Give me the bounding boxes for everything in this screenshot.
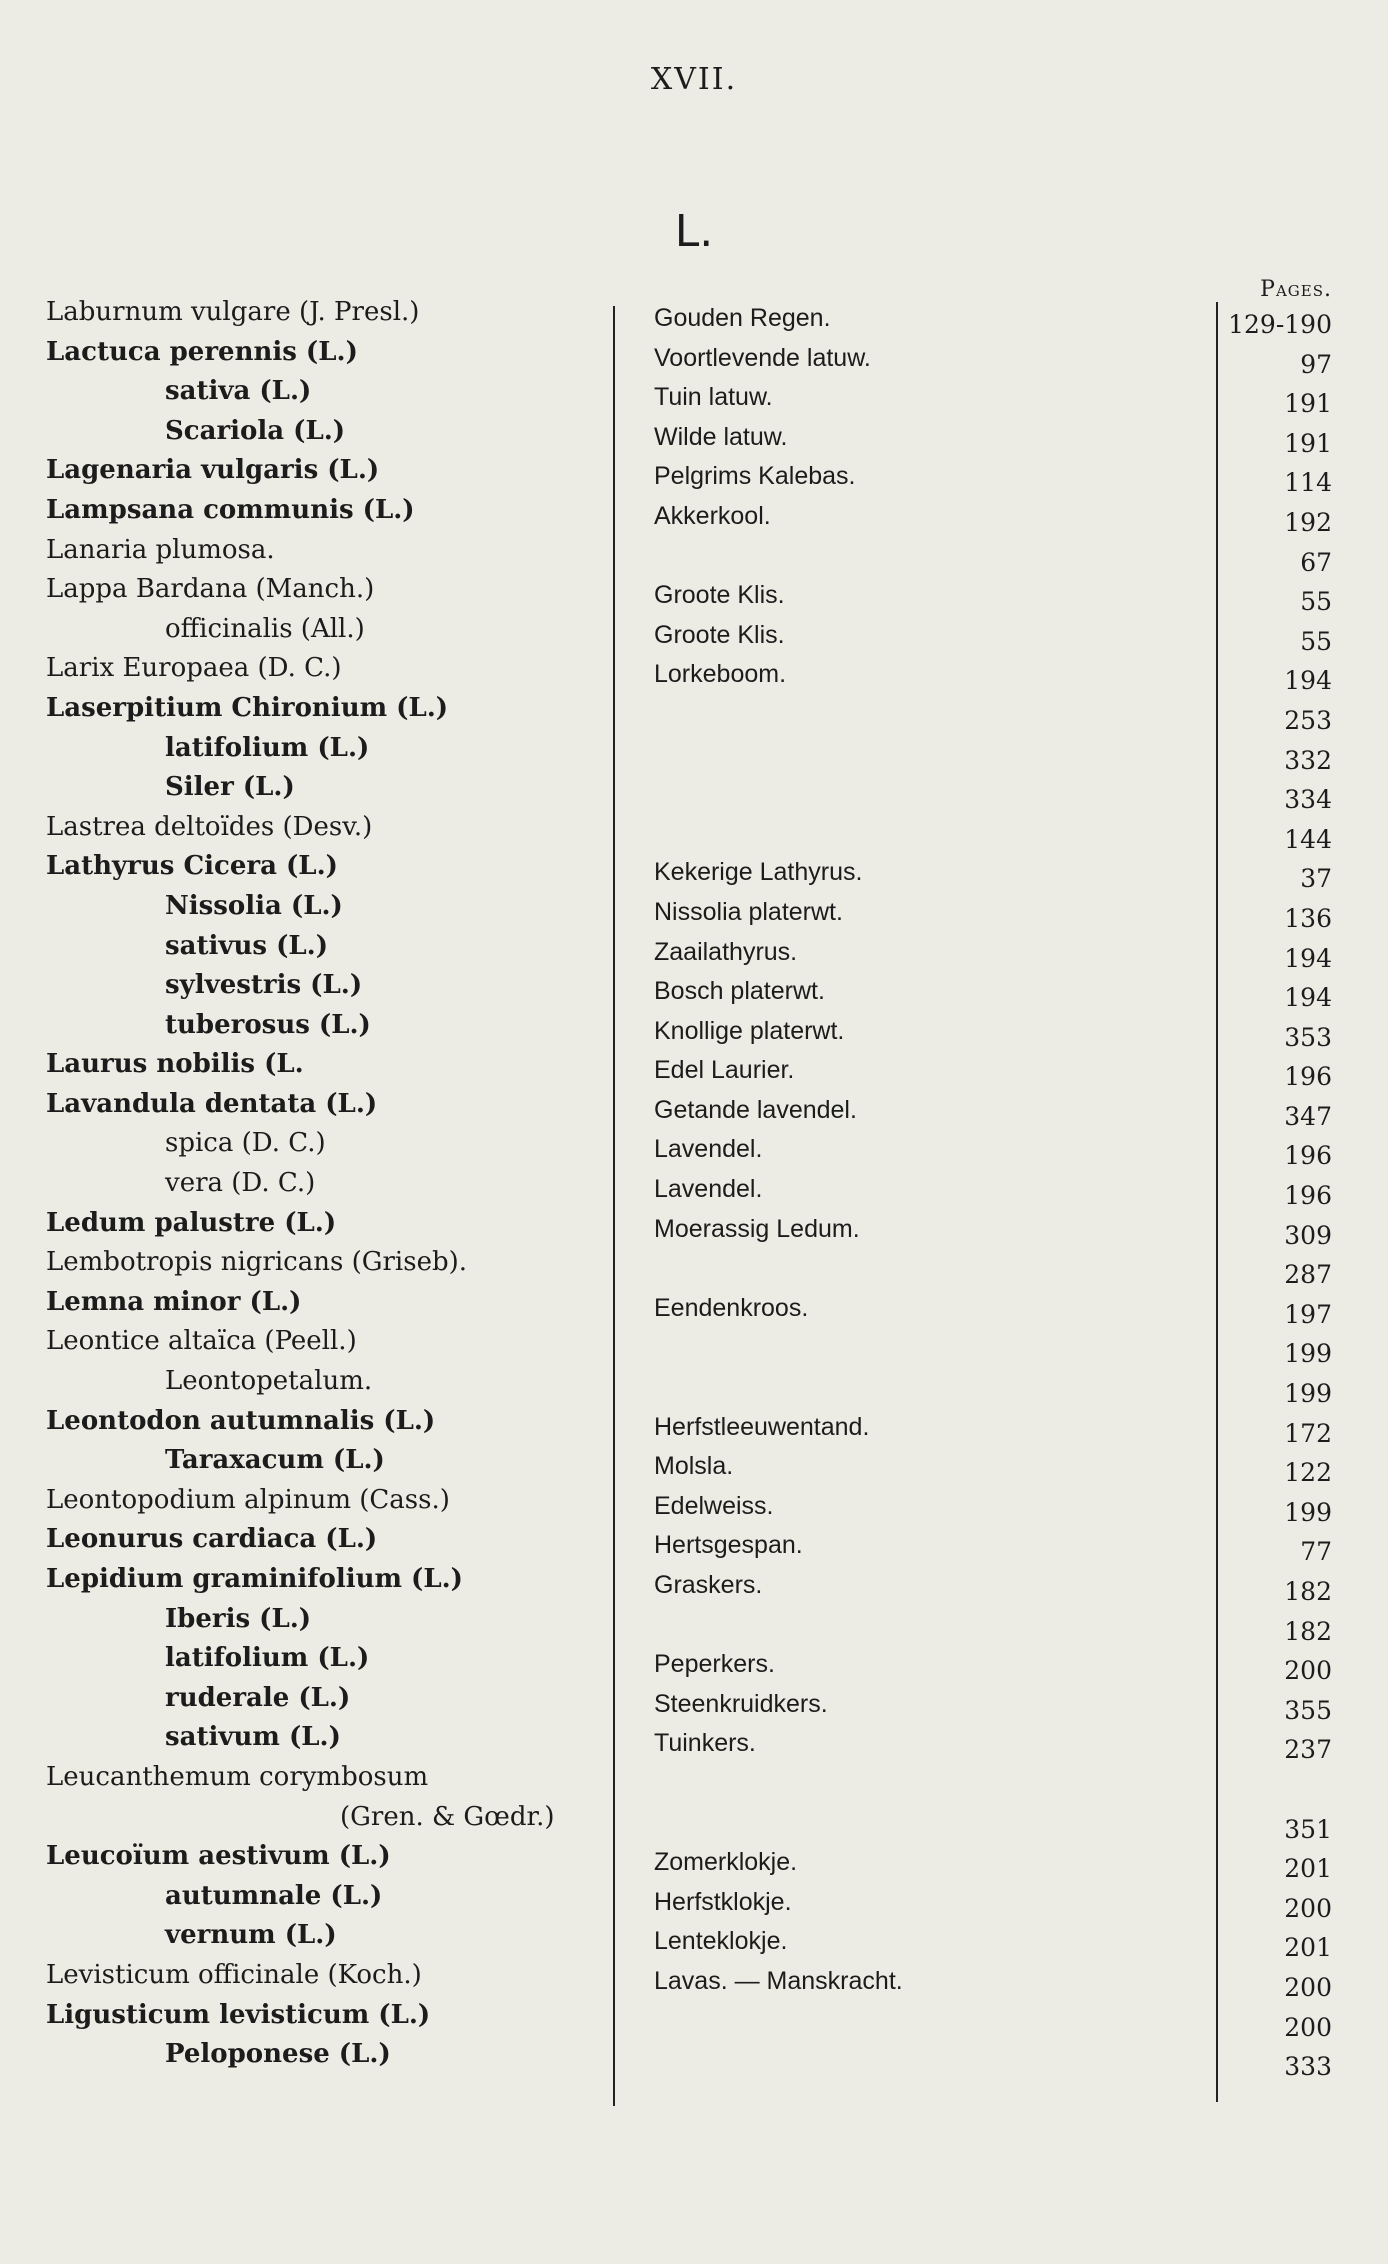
latin-name: Lathyrus Cicera (L.): [46, 851, 338, 882]
index-entry: [0, 847, 1388, 894]
latin-name: sativum (L.): [165, 1722, 341, 1753]
index-entry: [0, 689, 1388, 735]
page-reference: 97: [1300, 349, 1332, 379]
latin-name: Leontopodium alpinum (Cass.): [46, 1484, 450, 1515]
index-entry: [0, 1916, 1388, 1963]
latin-name: Larix Europaea (D. C.): [46, 653, 342, 684]
index-entry: [0, 1600, 1388, 1646]
latin-name: Peloponese (L.): [165, 2039, 391, 2070]
dutch-name: Akkerkool.: [654, 501, 771, 530]
page-reference: 355: [1284, 1695, 1332, 1725]
dutch-name: Herfstleeuwentand.: [654, 1412, 870, 1441]
latin-name: Levisticum officinale (Koch.): [46, 1959, 422, 1990]
page-reference: 253: [1284, 705, 1332, 735]
latin-name: Scariola (L.): [165, 415, 346, 446]
latin-name: tuberosus (L.): [165, 1009, 371, 1040]
dutch-name: Groote Klis.: [654, 581, 785, 610]
index-list: [0, 293, 1388, 2082]
index-entry: [0, 1085, 1388, 1131]
page-reference: 194: [1284, 943, 1332, 973]
dutch-name: Knollige platerwt.: [654, 1016, 845, 1045]
index-entry: [0, 1006, 1388, 1052]
index-entry: [0, 1996, 1388, 2042]
page-number: XVII.: [650, 62, 738, 97]
page-reference: 182: [1284, 1577, 1332, 1606]
index-entry: [0, 1798, 1388, 1844]
index-entry: [0, 1243, 1388, 1290]
index-entry: [0, 1124, 1388, 1171]
latin-name: vera (D. C.): [165, 1168, 316, 1199]
latin-name: autumnale (L.): [165, 1880, 383, 1911]
dutch-name: Kekerige Lathyrus.: [654, 858, 863, 887]
index-entry: [0, 610, 1388, 656]
dutch-name: Lavendel.: [654, 1175, 763, 1204]
index-entry: [0, 1679, 1388, 1725]
page-reference: 309: [1284, 1220, 1332, 1250]
latin-name: sativa (L.): [165, 376, 312, 407]
latin-name: sylvestris (L.): [165, 970, 363, 1001]
pages-column-header: Pages.: [1260, 277, 1332, 302]
dutch-name: Eendenkroos.: [654, 1293, 809, 1322]
index-entry: [0, 1441, 1388, 1488]
latin-name: Lappa Bardana (Manch.): [46, 574, 375, 605]
page-reference: 191: [1284, 389, 1332, 419]
page-reference: 77: [1300, 1537, 1332, 1567]
dutch-name: Peperkers.: [654, 1650, 775, 1679]
latin-name: latifolium (L.): [165, 732, 370, 763]
page-reference: 144: [1284, 824, 1332, 854]
page-reference: 201: [1284, 1854, 1332, 1884]
page-reference: 199: [1284, 1339, 1332, 1369]
latin-name: Laurus nobilis (L.: [46, 1049, 304, 1080]
page-reference: 200: [1284, 2012, 1332, 2042]
index-entry: [0, 1560, 1388, 1606]
page-reference: 347: [1284, 1101, 1332, 1131]
latin-name: Lastrea deltoïdes (Desv.): [46, 811, 373, 842]
latin-name: Lavandula dentata (L.): [46, 1088, 378, 1119]
index-entry: [0, 2035, 1388, 2082]
latin-name: Leontice altaïca (Peell.): [46, 1326, 357, 1357]
page-reference: 200: [1284, 1893, 1332, 1923]
index-entry: [0, 1362, 1388, 1409]
dutch-name: Moerassig Ledum.: [654, 1214, 860, 1243]
dutch-name: Tuin latuw.: [654, 383, 773, 412]
dutch-name: Lavendel.: [654, 1135, 763, 1164]
page-reference: 199: [1284, 1379, 1332, 1409]
dutch-name: Pelgrims Kalebas.: [654, 462, 856, 491]
page-reference: 136: [1284, 903, 1332, 933]
index-entry: [0, 1718, 1388, 1765]
page-reference: 194: [1284, 666, 1332, 696]
page-reference: 55: [1300, 587, 1332, 617]
index-entry: [0, 1204, 1388, 1250]
dutch-name: Lavas. — Manskracht.: [654, 1966, 903, 1995]
index-entry: [0, 1758, 1388, 1798]
latin-name: Lanaria plumosa.: [46, 534, 275, 565]
latin-name: Laserpitium Chironium (L.): [46, 692, 449, 723]
latin-name: Taraxacum (L.): [165, 1445, 385, 1476]
page-reference: 37: [1300, 864, 1332, 894]
index-entry: [0, 1837, 1388, 1884]
dutch-name: Groote Klis.: [654, 620, 785, 649]
page-reference: 199: [1284, 1497, 1332, 1527]
latin-name: Ligusticum levisticum (L.): [46, 1999, 431, 2030]
latin-name: officinalis (All.): [165, 613, 365, 644]
index-entry: [0, 1639, 1388, 1686]
index-entry: [0, 1283, 1388, 1329]
latin-name: Leucanthemum corymbosum: [46, 1761, 429, 1792]
page-reference: 334: [1284, 785, 1332, 815]
page-reference: 122: [1284, 1458, 1332, 1488]
dutch-name: Graskers.: [654, 1571, 763, 1599]
page-reference: 196: [1284, 1181, 1332, 1211]
latin-name: Siler (L.): [165, 772, 295, 803]
page-reference: 332: [1284, 745, 1332, 775]
page-reference: 67: [1300, 547, 1332, 577]
dutch-name: Getande lavendel.: [654, 1095, 857, 1124]
dutch-name: Molsla.: [654, 1452, 734, 1481]
page-reference: 196: [1284, 1141, 1332, 1171]
page-reference: 192: [1284, 507, 1332, 537]
page-reference: 196: [1284, 1062, 1332, 1092]
latin-name: Leucoïum aestivum (L.): [46, 1841, 391, 1872]
latin-name: Lactuca perennis (L.): [46, 336, 358, 367]
index-entry: [0, 1322, 1388, 1369]
dutch-name: Edel Laurier.: [654, 1056, 795, 1085]
latin-name: Iberis (L.): [165, 1603, 312, 1634]
dutch-name: Herfstklokje.: [654, 1887, 792, 1916]
index-entry: [0, 531, 1388, 577]
index-entry: [0, 1402, 1388, 1448]
index-entry: [0, 1877, 1388, 1923]
dutch-name: Lorkeboom.: [654, 660, 787, 689]
latin-name: Leontopetalum.: [165, 1366, 373, 1397]
index-entry: [0, 1481, 1388, 1527]
dutch-name: Gouden Regen.: [654, 304, 831, 332]
page-reference: 114: [1284, 468, 1332, 498]
dutch-name: Wilde latuw.: [654, 422, 788, 451]
latin-name: Lemna minor (L.): [46, 1286, 302, 1317]
index-entry: [0, 649, 1388, 696]
dutch-name: Zomerklokje.: [654, 1848, 798, 1877]
latin-name: spica (D. C.): [165, 1128, 326, 1159]
latin-name: Leontodon autumnalis (L.): [46, 1405, 436, 1436]
index-entry: [0, 570, 1388, 617]
latin-name: (Gren. & Gœdr.): [340, 1801, 555, 1832]
dutch-name: Zaailathyrus.: [654, 937, 798, 966]
index-entry: [0, 966, 1388, 1013]
index-entry: [0, 412, 1388, 458]
section-letter-heading: L.: [674, 206, 714, 257]
page-reference: 333: [1284, 2052, 1332, 2082]
dutch-name: Lenteklokje.: [654, 1927, 788, 1956]
page-reference: 200: [1284, 1972, 1332, 2002]
page-reference: 351: [1284, 1814, 1332, 1844]
index-entry: [0, 887, 1388, 933]
page-reference: 172: [1284, 1418, 1332, 1448]
latin-name: ruderale (L.): [165, 1682, 351, 1713]
page-reference: 182: [1284, 1616, 1332, 1646]
page-reference: 129-190: [1228, 310, 1332, 339]
dutch-name: Voortlevende latuw.: [654, 343, 871, 372]
index-entry: [0, 1956, 1388, 2002]
page-reference: 197: [1284, 1299, 1332, 1329]
latin-name: Leonurus cardiaca (L.): [46, 1524, 378, 1555]
latin-name: vernum (L.): [165, 1920, 337, 1951]
index-entry: [0, 1164, 1388, 1211]
dutch-name: Hertsgespan.: [654, 1531, 803, 1560]
latin-name: Lagenaria vulgaris (L.): [46, 455, 380, 486]
dutch-name: Tuinkers.: [654, 1729, 756, 1758]
latin-name: Lepidium graminifolium (L.): [46, 1564, 463, 1594]
page-reference: 194: [1284, 983, 1332, 1013]
index-entry: [0, 491, 1388, 537]
index-entry: [0, 1520, 1388, 1567]
latin-name: sativus (L.): [165, 930, 329, 961]
index-entry: [0, 927, 1388, 973]
index-entry: [0, 293, 1388, 339]
index-entry: [0, 451, 1388, 498]
latin-name: Laburnum vulgare (J. Presl.): [46, 297, 420, 327]
index-entry: [0, 729, 1388, 775]
index-entry: [0, 808, 1388, 854]
index-entry: [0, 768, 1388, 815]
page-reference: 200: [1284, 1656, 1332, 1686]
latin-name: latifolium (L.): [165, 1643, 370, 1674]
index-entry: [0, 333, 1388, 379]
index-entry: [0, 1045, 1388, 1092]
latin-name: Lampsana communis (L.): [46, 494, 415, 525]
page-reference: 353: [1284, 1022, 1332, 1052]
page-reference: 287: [1284, 1260, 1332, 1290]
dutch-name: Steenkruidkers.: [654, 1689, 828, 1718]
latin-name: Nissolia (L.): [165, 890, 343, 921]
page-reference: 201: [1284, 1933, 1332, 1963]
page-reference: 191: [1284, 428, 1332, 458]
latin-name: Lembotropis nigricans (Griseb).: [46, 1247, 468, 1278]
dutch-name: Bosch platerwt.: [654, 977, 825, 1006]
page-reference: 55: [1300, 626, 1332, 656]
page-reference: 237: [1284, 1735, 1332, 1765]
index-entry: [0, 372, 1388, 419]
dutch-name: Edelweiss.: [654, 1491, 774, 1520]
dutch-name: Nissolia platerwt.: [654, 897, 843, 926]
latin-name: Ledum palustre (L.): [46, 1207, 337, 1238]
